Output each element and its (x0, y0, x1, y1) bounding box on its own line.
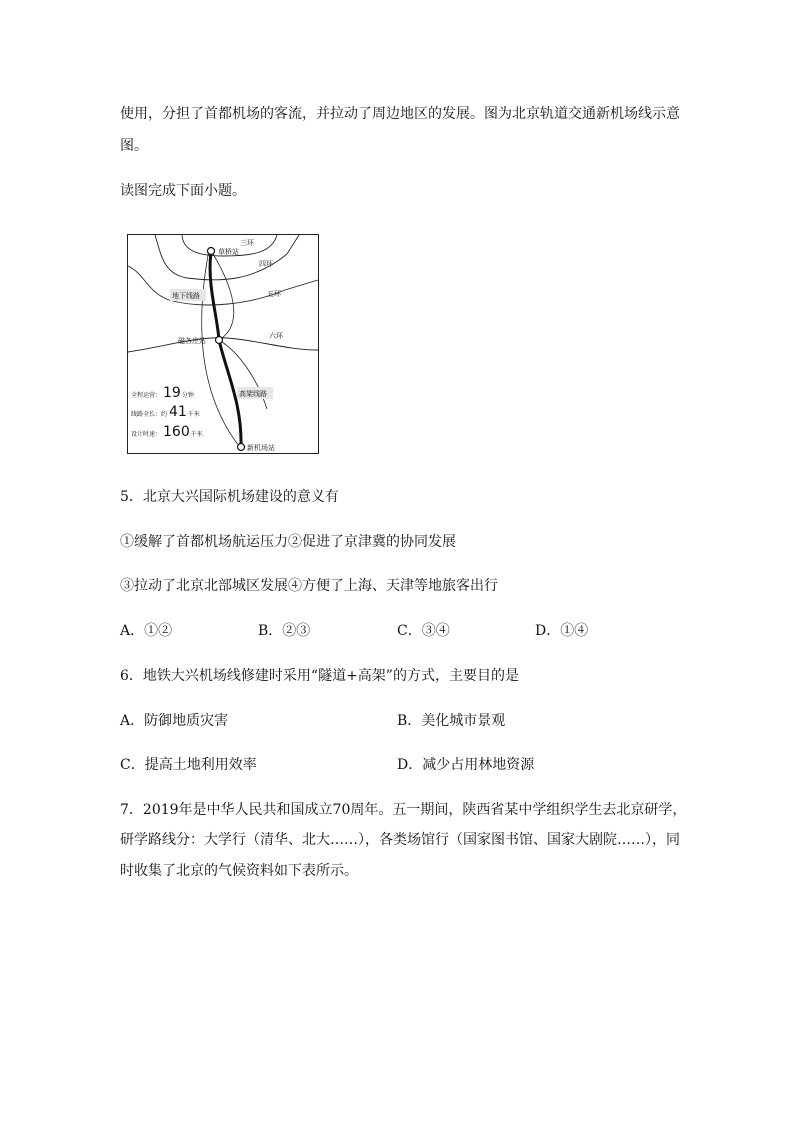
q7-line-3: 时收集了北京的气候资料如下表所示。 (120, 863, 358, 879)
label-underground: 地下线路 (172, 292, 200, 300)
intro-line-1: 使用，分担了首都机场的客流，并拉动了周边地区的发展。图为北京轨道交通新机场线示意 (120, 106, 680, 122)
label-ring-5: 五环 (267, 290, 281, 298)
label-ring-6: 六环 (269, 332, 283, 340)
q7-line-1: 7．2019年是中华人民共和国成立70周年。五一期间，陕西省某中学组织学生去北京研学， (120, 802, 687, 818)
label-station-new-airport: 新机场站 (247, 444, 275, 452)
label-ring-3: 三环 (240, 239, 254, 247)
q5-items-line-2: ③拉动了北京北部城区发展④方便了上海、天津等地旅客出行 (120, 578, 498, 594)
q5-stem: 5．北京大兴国际机场建设的意义有 (120, 489, 339, 505)
stat-length: 线路全长：约 41千米 (131, 404, 200, 420)
station-caoqiao-marker (208, 248, 215, 255)
label-station-cuigezhuang: 磁各庄站 (178, 337, 206, 345)
q5-items-line-1: ①缓解了首都机场航运压力②促进了京津冀的协同发展 (120, 534, 456, 550)
q5-option-a[interactable]: A．①② (120, 623, 173, 639)
intro-line-2: 图。 (120, 138, 148, 154)
label-ring-4: 四环 (259, 260, 273, 268)
station-cuigezhuang-marker (216, 337, 223, 344)
q5-option-b[interactable]: B．②③ (258, 623, 311, 639)
label-station-caoqiao: 草桥站 (218, 248, 239, 256)
q7-line-2: 研学路线分：大学行（清华、北大……），各类场馆行（国家图书馆、国家大剧院……），同 (120, 832, 680, 848)
q6-option-b[interactable]: B．美化城市景观 (397, 713, 506, 729)
q5-option-c[interactable]: C．③④ (397, 623, 450, 639)
instruction: 读图完成下面小题。 (120, 183, 246, 199)
stat-speed: 设计时速： 160千米 (131, 424, 203, 440)
stat-time: 全程运营： 19分钟 (131, 385, 194, 401)
q5-option-d[interactable]: D．①④ (535, 623, 589, 639)
q6-option-a[interactable]: A．防御地质灾害 (120, 713, 229, 729)
station-new-airport-marker (238, 444, 245, 451)
label-elevated: 高架线路 (239, 390, 267, 398)
q6-stem: 6．地铁大兴机场线修建时采用“隧道+高架”的方式，主要目的是 (120, 668, 519, 684)
q6-option-d[interactable]: D．减少占用林地资源 (397, 757, 535, 773)
q6-option-c[interactable]: C．提高土地利用效率 (120, 757, 257, 773)
airport-line-map (127, 234, 319, 454)
